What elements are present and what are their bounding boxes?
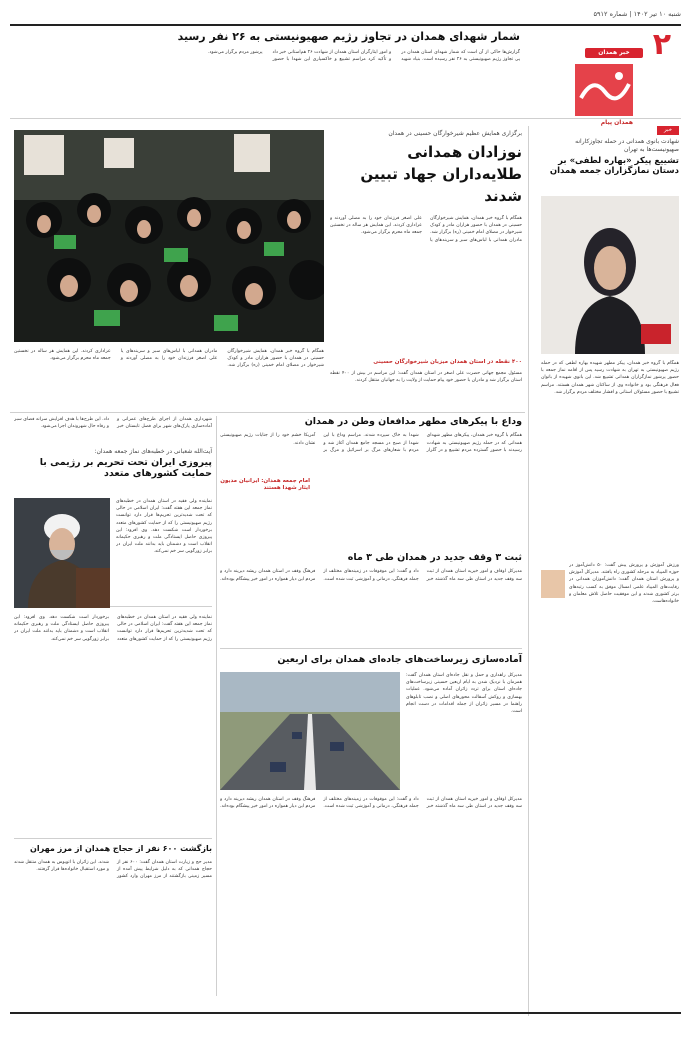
hajj-headline: بازگشت ۶۰۰ نفر از حجاج همدان از مرز مهران bbox=[30, 844, 212, 853]
feature-bottom-rule bbox=[10, 412, 525, 413]
hajj-story bbox=[14, 844, 212, 994]
sidebar-divider bbox=[528, 126, 529, 1016]
farewell-highlight: امام جمعه همدان: ایرانیان مدیون ایثار شهدا هستند bbox=[220, 478, 310, 491]
hajj-text: مدیر حج و زیارت استان همدان گفت: ۶۰۰ نفر از حجاج همدانی که به دلیل شرایط پیش آمده از مسیر زمینی بازگشتند از مرز مهران وارد کشور شدند. این زائران با اتوبوس به همدان منتقل شدند و مورد استقبال خانواده‌ها قرار گرفتند. bbox=[14, 859, 212, 879]
feature-continuation: همگام با گروه خبر همدان، همایش شیرخوارگان حسینی در همدان با حضور هزاران مادر و کودک شیرخوار در مصلای امام خمینی (ره) برگزار شد. مادران همدانی با لباس‌های سبز و سربندهای یا علی اصغر فرزندان خود را به مصلی آوردند و عزاداری کردند. این همایش هر ساله در نخستین جمعه ماه محرم برگزار می‌شود. bbox=[14, 349, 324, 369]
imam-photo bbox=[14, 498, 110, 608]
sidebar-text: همگام با گروه خبر همدان، پیکر مطهر شهیده بهاره لطفی که در حمله رژیم صهیونیستی به تهران به شهادت رسید پس از اقامه نماز جمعه با حضور پرشور نمازگزاران همدانی تشییع شد. این بانوی شهیده از بانوان فعال فرهنگی بود و خانواده وی از ساکنان شهر همدان هستند. مراسم تشییع با حضور مسئولان استانی و اقشار مختلف مردم برگزار شد. bbox=[541, 361, 679, 395]
feature-kicker: برگزاری همایش عظیم شیرخوارگان حسینی در همدان bbox=[388, 130, 522, 137]
waqf-text: مدیرکل اوقاف و امور خیریه استان همدان از ثبت سه وقف جدید در استان طی سه ماه گذشته خبر داد و گفت: این موقوفات در زمینه‌های مختلف از جمله فرهنگی، درمانی و آموزشی ثبت شده است. فرهنگ وقف در استان همدان ریشه دیرینه دارد و مردم این دیار همواره در امور خیر پیشگام بوده‌اند. bbox=[220, 569, 522, 582]
farewell-headline: وداع با پیکرهای مطهر مدافعان وطن در همدان bbox=[304, 416, 522, 427]
waqf-headline: ثبت ۳ وقف جدید در همدان طی ۳ ماه bbox=[347, 552, 522, 563]
center-rule-2 bbox=[220, 648, 522, 649]
sidebar-label: خبر bbox=[663, 127, 673, 133]
newspaper-logo bbox=[575, 64, 633, 126]
crowd-image bbox=[14, 130, 324, 342]
column-divider-left bbox=[216, 416, 217, 996]
portrait-image bbox=[541, 196, 679, 354]
sidebar bbox=[541, 126, 679, 1006]
right-mid-story bbox=[220, 552, 522, 642]
sidebar-photo bbox=[541, 196, 679, 354]
top-story bbox=[15, 30, 520, 115]
date-line: شنبه ۱۰ تیر ۱۴۰۲ | شماره ۵۹۱۲ bbox=[593, 10, 681, 18]
road-story bbox=[220, 654, 522, 994]
imam-text: نماینده ولی فقیه در استان همدان در خطبه‌های نماز جمعه این هفته گفت: ایران اسلامی در حالی که تحت شدیدترین تحریم‌ها قرار دارد توانست رژیم صهیونیستی را که از حمایت کشورهای متعدد برخوردار است شکست دهد. وی افزود: این پیروزی حاصل ایستادگی ملت و رهبری حکیمانه انقلاب است و دشمنان باید بدانند ملت ایران در برابر زورگویی سر خم نمی‌کند. bbox=[116, 499, 212, 555]
sidebar-mini-photo bbox=[541, 570, 565, 598]
feature-text-2: مسئول مجمع جهانی حضرت علی اصغر در استان همدان گفت: این مراسم در بیش از ۴۰۰ نقطه استان برگزار شد و مادران با حضور خود پیام حمایت از ولایت را به جهانیان منتقل کردند. bbox=[330, 371, 522, 384]
sidebar-headline: تشییع پیکر «بهاره لطفی» بر دستان نمازگزاران جمعه همدان bbox=[549, 156, 679, 177]
header-divider bbox=[10, 118, 681, 119]
imam-headline: پیروزی ایران تحت تحریم بر رژیمی با حمایت کشورهای متعدد bbox=[14, 457, 212, 480]
feature-story bbox=[330, 130, 522, 430]
farewell-story bbox=[220, 416, 522, 546]
feature-text: همگام با گروه خبر همدان، همایش شیرخوارگان حسینی در همدان با حضور هزاران مادر و کودک شیرخوار در مصلای امام خمینی (ره) برگزار شد. مادران همدانی با لباس‌های سبز و سربندهای یا علی اصغر فرزندان خود را به مصلی آوردند و عزاداری کردند. این همایش هر ساله در نخستین جمعه ماه محرم برگزار می‌شود. bbox=[330, 216, 522, 243]
imam-text-more: نماینده ولی فقیه در استان همدان در خطبه‌های نماز جمعه این هفته گفت: ایران اسلامی در حالی که تحت شدیدترین تحریم‌ها قرار دارد توانست رژیم صهیونیستی را که از حمایت کشورهای متعدد برخوردار است شکست دهد. وی افزود: این پیروزی حاصل ایستادگی ملت و رهبری حکیمانه انقلاب است و دشمنان باید بدانند ملت ایران در برابر زورگویی سر خم نمی‌کند. bbox=[14, 615, 212, 642]
sidebar-label-tag bbox=[657, 126, 679, 135]
footer-rule bbox=[10, 1012, 681, 1014]
sidebar-text-2: ورزش آموزش و پرورش پیش گفت: ۵۰ دانش‌آموز در حوزه المپیاد به مرحله کشوری راه یافتند. مدیرکل آموزش و پرورش استان همدان گفت: دانش‌آموزان همدانی در رقابت‌های المپیاد علمی امسال موفق به کسب رتبه‌های برتر کشوری شدند و این موفقیت حاصل تلاش معلمان و خانواده‌هاست. bbox=[569, 563, 679, 605]
feature-headline: نوزادان همدانی طلایه‌داران جهاد تبیین شدند bbox=[360, 143, 522, 205]
page-number: ۲ bbox=[652, 27, 671, 62]
feature-highlight: ۴۰۰ نقطه در استان همدان میزبان شیرخوارگان حسینی bbox=[373, 359, 522, 365]
cleric-image bbox=[14, 498, 110, 608]
sidebar-kicker: شهادت بانوی همدانی در حمله تجاوزکارانه صهیونیست‌ها به تهران bbox=[575, 138, 679, 153]
left-rule-2 bbox=[14, 838, 212, 839]
masthead bbox=[10, 8, 681, 28]
section-tag bbox=[585, 48, 643, 58]
logo-icon bbox=[575, 64, 633, 116]
section-label: خبر همدان bbox=[598, 49, 630, 56]
left-upper-text: شهرداری همدان از اجرای طرح‌های عمرانی و آماده‌سازی پارک‌های شهر برای فصل تابستان خبر داد. این طرح‌ها با هدف افزایش سرانه فضای سبز و رفاه حال شهروندان اجرا می‌شود. bbox=[14, 417, 212, 430]
road-headline: آماده‌سازی زیرساخت‌های جاده‌ای همدان برای اربعین bbox=[277, 654, 522, 665]
highway-image bbox=[220, 672, 400, 790]
logo-text: همدان پیام bbox=[600, 119, 633, 126]
road-photo bbox=[220, 672, 400, 790]
road-text-more: مدیرکل اوقاف و امور خیریه استان همدان از ثبت سه وقف جدید در استان طی سه ماه گذشته خبر داد و گفت: این موقوفات در زمینه‌های مختلف از جمله فرهنگی، درمانی و آموزشی ثبت شده است. فرهنگ وقف در استان همدان ریشه دیرینه دارد و مردم این دیار همواره در امور خیر پیشگام بوده‌اند. bbox=[220, 797, 522, 810]
road-text: مدیرکل راهداری و حمل و نقل جاده‌ای استان همدان گفت: همزمان با نزدیک شدن به ایام اربعین حسینی زیرساخت‌های جاده‌ای استان برای تردد زائران آماده می‌شود. عملیات بهسازی و روکش آسفالت محورهای اصلی و نصب تابلوهای راهنما در مسیر زائران از جمله اقدامات در دست انجام است. bbox=[406, 673, 522, 715]
top-headline: شمار شهدای همدان در تجاوز رژیم صهیونیستی به ۲۶ نفر رسید bbox=[177, 30, 520, 43]
feature-photo bbox=[14, 130, 324, 342]
top-rule bbox=[10, 24, 681, 26]
imam-story bbox=[14, 448, 212, 828]
sidebar-lower bbox=[541, 562, 679, 1002]
imam-kicker: آیت‌الله شعبانی در خطبه‌های نماز جمعه همدان: bbox=[14, 448, 212, 455]
farewell-text: همگام با گروه خبر همدان، پیکرهای مطهر شهدای همدانی که در حمله رژیم صهیونیستی به شهادت رسیدند با حضور گسترده مردم تشییع و در گلزار شهدا به خاک سپرده شدند. مراسم وداع با این شهدا از صبح در مسجد جامع همدان آغاز شد و مردم با شعارهای مرگ بر اسرائیل و مرگ بر آمریکا خشم خود را از جنایات رژیم صهیونیستی نشان دادند. bbox=[220, 433, 522, 453]
top-story-text: گزارش‌ها حاکی از آن است که شمار شهدای استان همدان در پی تجاوز رژیم صهیونیستی به ۲۶ نفر رسیده است. بنیاد شهید و امور ایثارگران استان همدان از شهادت ۲۶ هم‌استانی خبر داد و تأکید کرد مراسم تشییع و خاکسپاری این شهدا با حضور پرشور مردم برگزار می‌شود. bbox=[207, 50, 520, 63]
